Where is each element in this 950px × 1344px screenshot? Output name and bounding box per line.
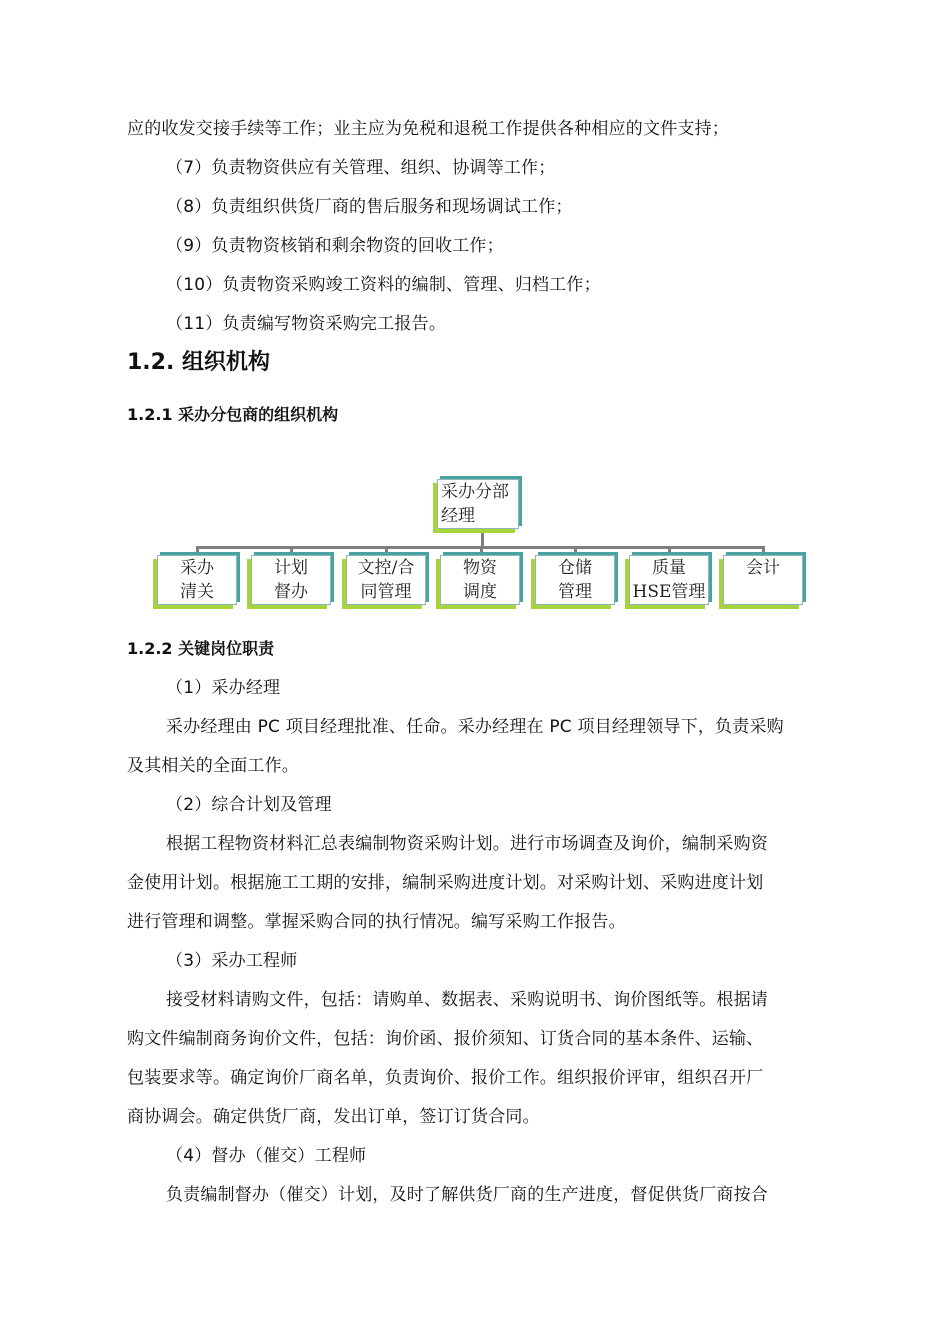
org-node-planning-supervision bbox=[251, 555, 331, 605]
subsection-heading-duties: 1.2.2 关键岗位职责 bbox=[127, 639, 275, 658]
org-node-warehouse bbox=[535, 555, 615, 605]
section-heading: 1.2. 组织机构 bbox=[127, 350, 270, 375]
org-node-line2: 督办 bbox=[274, 582, 308, 602]
org-node-line2: HSE管理 bbox=[632, 582, 706, 602]
connector-root-stem bbox=[481, 527, 484, 548]
list-item-11: （11）负责编写物资采购完工报告。 bbox=[166, 314, 447, 334]
org-node-quality-hse bbox=[629, 555, 709, 605]
org-chart bbox=[0, 0, 950, 620]
duty-heading-4: （4）督办（催交）工程师 bbox=[166, 1146, 367, 1166]
duty-line: 购文件编制商务询价文件，包括：询价函、报价须知、订货合同的基本条件、运输、 bbox=[127, 1029, 764, 1049]
list-item-8: （8）负责组织供货厂商的售后服务和现场调试工作； bbox=[166, 197, 573, 217]
org-node-root bbox=[437, 479, 519, 529]
org-node-line1: 计划 bbox=[274, 558, 308, 578]
org-node-line1: 文控/合 bbox=[357, 558, 415, 578]
org-node-line1: 会计 bbox=[746, 558, 780, 578]
duty-line: 负责编制督办（催交）计划，及时了解供货厂商的生产进度，督促供货厂商按合 bbox=[166, 1185, 768, 1205]
duty-line: 接受材料请购文件，包括：请购单、数据表、采购说明书、询价图纸等。根据请 bbox=[166, 990, 768, 1010]
org-node-line1: 采办 bbox=[180, 558, 214, 578]
org-node-line1: 质量 bbox=[652, 558, 686, 578]
duty-heading-3: （3）采办工程师 bbox=[166, 951, 298, 971]
org-node-root-line1: 采办分部 bbox=[441, 482, 509, 502]
duty-line: 金使用计划。根据施工工期的安排，编制采购进度计划。对采购计划、采购进度计划 bbox=[127, 873, 764, 893]
paragraph-continuation: 应的收发交接手续等工作；业主应为免税和退税工作提供各种相应的文件支持； bbox=[127, 119, 729, 139]
org-node-line1: 物资 bbox=[463, 558, 497, 578]
subsection-heading-org: 1.2.1 采办分包商的组织机构 bbox=[127, 405, 339, 424]
duty-heading-1: （1）采办经理 bbox=[166, 678, 281, 698]
org-node-line2: 清关 bbox=[180, 582, 214, 602]
org-node-line2: 管理 bbox=[558, 582, 592, 602]
list-item-9: （9）负责物资核销和剩余物资的回收工作； bbox=[166, 236, 504, 256]
org-node-line2: 同管理 bbox=[360, 582, 412, 602]
duty-heading-2: （2）综合计划及管理 bbox=[166, 795, 332, 815]
org-node-material-dispatch bbox=[440, 555, 520, 605]
org-node-root-line2: 经理 bbox=[441, 506, 475, 526]
org-node-accounting bbox=[723, 555, 803, 605]
duty-line: 包装要求等。确定询价厂商名单，负责询价、报价工作。组织报价评审，组织召开厂 bbox=[127, 1068, 764, 1088]
duty-line: 商协调会。确定供货厂商，发出订单，签订订货合同。 bbox=[127, 1107, 540, 1127]
org-node-line1: 仓储 bbox=[558, 558, 592, 578]
org-node-procurement-customs bbox=[157, 555, 237, 605]
connector-horizontal bbox=[196, 546, 764, 549]
duty-line: 进行管理和调整。掌握采购合同的执行情况。编写采购工作报告。 bbox=[127, 912, 626, 932]
duty-line: 及其相关的全面工作。 bbox=[127, 756, 299, 776]
org-node-line2: 调度 bbox=[463, 582, 497, 602]
list-item-7: （7）负责物资供应有关管理、组织、协调等工作； bbox=[166, 158, 556, 178]
duty-line: 采办经理由 PC 项目经理批准、任命。采办经理在 PC 项目经理领导下，负责采购 bbox=[166, 717, 784, 737]
list-item-10: （10）负责物资采购竣工资料的编制、管理、归档工作； bbox=[166, 275, 601, 295]
org-node-document-contract bbox=[346, 555, 426, 605]
duty-line: 根据工程物资材料汇总表编制物资采购计划。进行市场调查及询价，编制采购资 bbox=[166, 834, 768, 854]
